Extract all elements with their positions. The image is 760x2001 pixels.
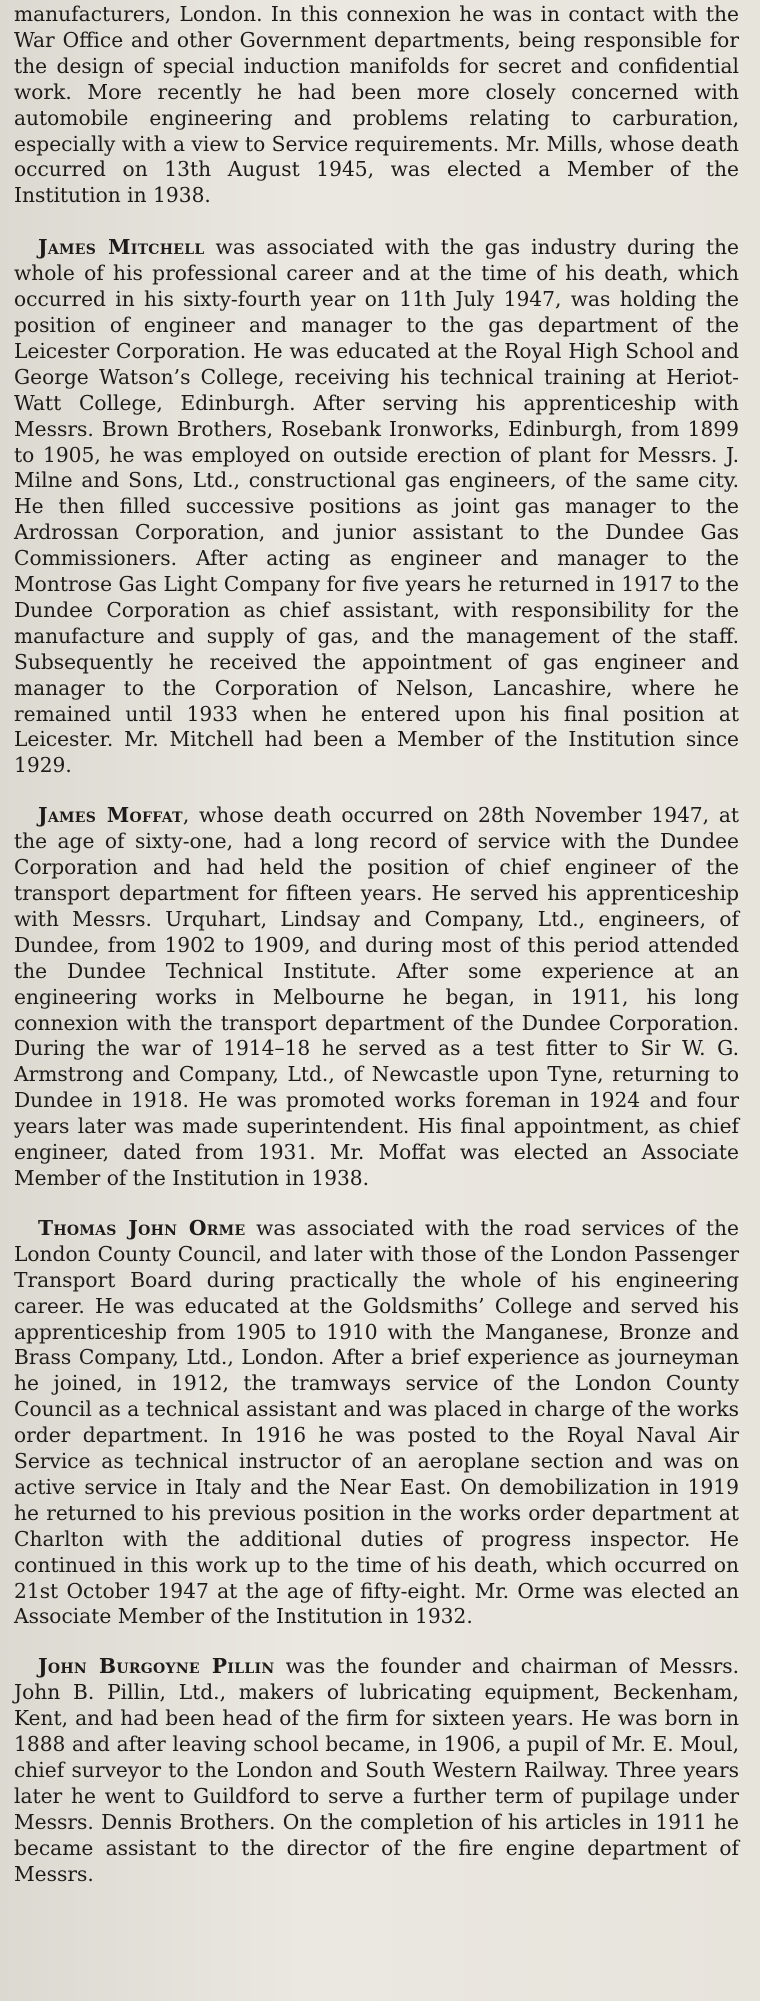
- entry-text: , whose death occurred on 28th November 1947, at the age of sixty-one, had a long record of service with the Dundee Corporation and had held the position of chief engineer of the transport department for fifteen years. He served his apprenticeship with Messrs. Urquhart, Lindsay and Company, Ltd., engineers, of Dundee, from 1902 to 1909, and during most of this period attended the Dundee Technical Institute. After some experience at an engineering works in Melbourne he began, in 1911, his long connexion with the transport department of the Dundee Corporation. During the war of 1914–18 he served as a test fitter to Sir W. G. Armstrong and Company, Ltd., of Newcastle upon Tyne, returning to Dundee in 1918. He was promoted works foreman in 1924 and four years later was made superintendent. His final appointment, as chief engineer, dated from 1931. Mr. Moffat was elected an Associate Member of the Institution in 1938.: [14, 803, 739, 1190]
- obituary-entry-mitchell: [14, 235, 739, 779]
- entry-name: Thomas John Orme: [38, 1215, 246, 1240]
- entry-text: was associated with the road services of the London County Council, and later with those of the London Passenger Transport Board during practically the whole of his engineering career. He was educated at the Goldsmiths’ College and served his apprenticeship from 1905 to 1910 with the Manganese, Bronze and Brass Company, Ltd., London. After a brief experience as journeyman he joined, in 1912, the tramways service of the London County Council as a technical assistant and was placed in charge of the works order department. In 1916 he was posted to the Royal Naval Air Service as technical instructor of an aeroplane section and was on active service in Italy and the Near East. On demobilization in 1919 he returned to his previous position in the works order department at Charlton with the additional duties of progress inspector. He continued in this work up to the time of his death, which occurred on 21st October 1947 at the age of fifty-eight. Mr. Orme was elected an Associate Member of the Institution in 1932.: [14, 1215, 739, 1629]
- obituary-entry-pillin: [14, 1654, 739, 1887]
- entry-name: John Burgoyne Pillin: [38, 1654, 275, 1679]
- entry-name: James Mitchell: [38, 235, 205, 260]
- entry-text: was associated with the gas industry during the whole of his professional career and at the time of his death, which occurred in his sixty-fourth year on 11th July 1947, was holding the position of engineer and manager to the gas department of the Leicester Corporation. He was educated at the Royal High School and George Watson’s College, receiving his technical training at Heriot-Watt College, Edinburgh. After serving his apprenticeship with Messrs. Brown Brothers, Rosebank Ironworks, Edinburgh, from 1899 to 1905, he was employed on outside erection of plant for Messrs. J. Milne and Sons, Ltd., constructional gas engineers, of the same city. He then filled successive positions as joint gas manager to the Ardrossan Corporation, and junior assistant to the Dundee Gas Commissioners. After acting as engineer and manager to the Montrose Gas Light Company for five years he returned in 1917 to the Dundee Corporation as chief assistant, with responsibility for the manufacture and supply of gas, and the management of the staff. Subsequently he received the appointment of gas engineer and manager to the Corporation of Nelson, Lancashire, where he remained until 1933 when he entered upon his final position at Leicester. Mr. Mitchell had been a Member of the Institution since 1929.: [14, 235, 740, 778]
- entry-name: James Moffat: [38, 803, 183, 828]
- obituary-entry-moffat: [14, 803, 739, 1192]
- entry-text: was the founder and chairman of Messrs. John B. Pillin, Ltd., makers of lubricating equipment, Beckenham, Kent, and had been head of the firm for sixteen years. He was born in 1888 and after leaving school became, in 1906, a pupil of Mr. E. Moul, chief surveyor to the London and South Western Railway. Three years later he went to Guildford to serve a further term of pupilage under Messrs. Dennis Brothers. On the completion of his articles in 1911 he became assistant to the director of the fire engine department of Messrs.: [14, 1654, 739, 1886]
- obituary-entry-orme: [14, 1216, 739, 1631]
- text-column: [14, 2, 739, 1912]
- intro-paragraph: manufacturers, London. In this connexion he was in contact with the War Office and other Government departments, being responsible for the design of special induction manifolds for secret and confidential work. More recently he had been more closely concerned with automobile engineering and problems relating to carburation, especially with a view to Service requirements. Mr. Mills, whose death occurred on 13th August 1945, was elected a Member of the Institution in 1938.: [14, 2, 739, 208]
